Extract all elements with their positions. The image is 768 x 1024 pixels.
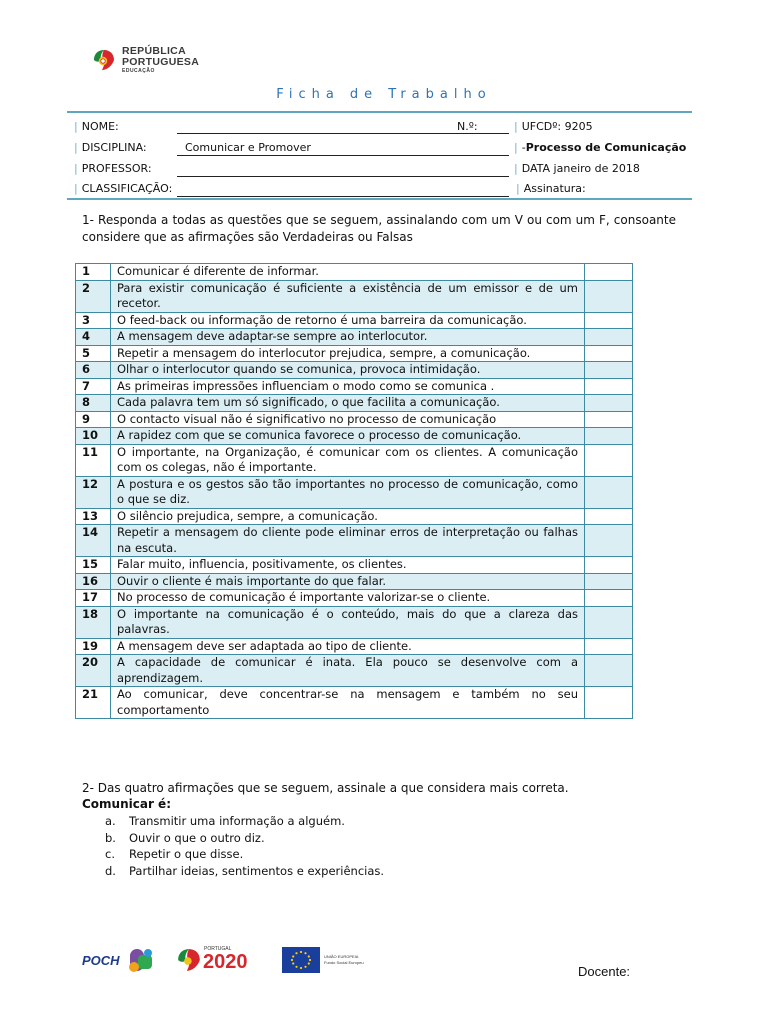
docente-label: Docente: xyxy=(578,964,631,979)
classificacao-label: | CLASSIFICAÇÃO: xyxy=(74,182,173,195)
eu-text-line1: UNIÃO EUROPEIA xyxy=(324,954,359,959)
disciplina-value: Comunicar e Promover xyxy=(185,141,311,154)
item-statement: O silêncio prejudica, sempre, a comunicação. xyxy=(111,508,585,525)
item-number: 4 xyxy=(76,329,111,346)
table-row xyxy=(76,312,633,329)
question2-subtitle: Comunicar é: xyxy=(82,797,171,811)
classificacao-line xyxy=(177,196,509,197)
poch-logo xyxy=(80,945,160,975)
answer-cell[interactable] xyxy=(585,362,633,379)
table-row xyxy=(76,428,633,445)
answer-cell[interactable] xyxy=(585,557,633,574)
option-letter: b. xyxy=(105,830,116,845)
item-statement: Falar muito, influencia, positivamente, os clientes. xyxy=(111,557,585,574)
table-row xyxy=(76,378,633,395)
answer-cell[interactable] xyxy=(585,655,633,687)
option-letter: c. xyxy=(105,847,115,861)
disciplina-label: | DISCIPLINA: xyxy=(74,141,147,154)
item-number: 18 xyxy=(76,606,111,638)
item-statement: A mensagem deve ser adaptada ao tipo de cliente. xyxy=(111,638,585,655)
item-statement: O contacto visual não é significativo no processo de comunicação xyxy=(111,411,585,428)
item-statement: A mensagem deve adaptar-se sempre ao interlocutor. xyxy=(111,329,585,346)
item-statement: Comunicar é diferente de informar. xyxy=(111,264,585,281)
eu-text-line2: Fundo Social Europeu xyxy=(324,960,364,965)
item-number: 16 xyxy=(76,573,111,590)
option-text: Ouvir o que o outro diz. xyxy=(129,830,265,845)
option-text: Repetir o que disse. xyxy=(129,847,244,861)
list-item xyxy=(105,813,384,830)
table-row xyxy=(76,411,633,428)
item-statement: No processo de comunicação é importante valorizar-se o cliente. xyxy=(111,590,585,607)
eu-flag-icon xyxy=(282,947,320,973)
answer-cell[interactable] xyxy=(585,573,633,590)
republica-portuguesa-logo xyxy=(92,46,199,74)
answer-cell[interactable] xyxy=(585,476,633,508)
item-statement: O importante na comunicação é o conteúdo, mais do que a clareza das palavras. xyxy=(111,606,585,638)
answer-cell[interactable] xyxy=(585,638,633,655)
table-row xyxy=(76,395,633,412)
item-number: 21 xyxy=(76,687,111,719)
answer-cell[interactable] xyxy=(585,606,633,638)
item-number: 14 xyxy=(76,525,111,557)
answer-cell[interactable] xyxy=(585,508,633,525)
table-row xyxy=(76,329,633,346)
option-text: Partilhar ideias, sentimentos e experiências. xyxy=(129,863,385,878)
logo-text-educacao: EDUCAÇÃO xyxy=(122,68,155,74)
answer-cell[interactable] xyxy=(585,280,633,312)
table-row xyxy=(76,362,633,379)
item-number: 6 xyxy=(76,362,111,379)
document-title: Ficha de Trabalho xyxy=(276,87,492,102)
item-statement: A postura e os gestos são tão importantes no processo de comunicação, como o que se diz. xyxy=(111,476,585,508)
table-row xyxy=(76,590,633,607)
processo-label: | -Processo de Comunicação xyxy=(514,141,687,154)
item-number: 9 xyxy=(76,411,111,428)
table-row xyxy=(76,573,633,590)
table-row xyxy=(76,557,633,574)
item-statement: O feed-back ou informação de retorno é uma barreira da comunicação. xyxy=(111,312,585,329)
item-statement: Ouvir o cliente é mais importante do que falar. xyxy=(111,573,585,590)
numero-label: N.º: xyxy=(457,120,478,133)
answer-cell[interactable] xyxy=(585,312,633,329)
answer-cell[interactable] xyxy=(585,525,633,557)
item-statement: Repetir a mensagem do cliente pode eliminar erros de interpretação ou falhas na escuta. xyxy=(111,525,585,557)
item-statement: Cada palavra tem um só significado, o que facilita a comunicação. xyxy=(111,395,585,412)
nome-line xyxy=(177,133,509,134)
logo-text-portuguesa: PORTUGUESA xyxy=(122,55,200,68)
info-bottom-rule xyxy=(67,198,692,200)
answer-cell[interactable] xyxy=(585,428,633,445)
answer-cell[interactable] xyxy=(585,590,633,607)
list-item xyxy=(105,830,384,847)
item-statement: Repetir a mensagem do interlocutor prejudica, sempre, a comunicação. xyxy=(111,345,585,362)
answer-cell[interactable] xyxy=(585,345,633,362)
item-statement: O importante, na Organização, é comunicar com os clientes. A comunicação com os colegas, não é importante. xyxy=(111,444,585,476)
portugal-text: PORTUGAL xyxy=(204,946,232,952)
item-number: 15 xyxy=(76,557,111,574)
item-statement: A rapidez com que se comunica favorece o processo de comunicação. xyxy=(111,428,585,445)
answer-cell[interactable] xyxy=(585,264,633,281)
item-statement: Olhar o interlocutor quando se comunica, provoca intimidação. xyxy=(111,362,585,379)
item-statement: A capacidade de comunicar é inata. Ela pouco se desenvolve com a aprendizagem. xyxy=(111,655,585,687)
true-false-table xyxy=(75,263,633,719)
item-number: 3 xyxy=(76,312,111,329)
table-row xyxy=(76,476,633,508)
assinatura-label: | Assinatura: xyxy=(516,182,586,195)
question1-prompt: 1- Responda a todas as questões que se seguem, assinalando com um V ou com um F, consoante considere que as afirmações são Verdadeiras ou Falsas xyxy=(82,213,676,244)
table-row xyxy=(76,508,633,525)
answer-cell[interactable] xyxy=(585,329,633,346)
item-number: 8 xyxy=(76,395,111,412)
eu-logo xyxy=(282,945,372,975)
item-number: 20 xyxy=(76,655,111,687)
item-number: 5 xyxy=(76,345,111,362)
list-item xyxy=(105,846,384,863)
year-2020-text: 2020 xyxy=(203,951,248,973)
coat-of-arms-icon xyxy=(92,48,116,72)
item-statement: Para existir comunicação é suficiente a existência de um emissor e de um recetor. xyxy=(111,280,585,312)
table-row xyxy=(76,280,633,312)
table-row xyxy=(76,687,633,719)
item-number: 17 xyxy=(76,590,111,607)
item-number: 12 xyxy=(76,476,111,508)
answer-cell[interactable] xyxy=(585,411,633,428)
disciplina-line xyxy=(177,155,509,156)
list-item xyxy=(105,863,384,880)
option-letter: d. xyxy=(105,863,116,878)
option-letter: a. xyxy=(105,814,116,828)
ufcd-label: | UFCDº: 9205 xyxy=(514,120,593,133)
table-row xyxy=(76,264,633,281)
logo-text-republica: REPÚBLICA xyxy=(122,45,186,57)
table-row xyxy=(76,525,633,557)
table-row xyxy=(76,345,633,362)
question2-prompt: 2- Das quatro afirmações que se seguem, assinale a que considera mais correta. xyxy=(82,781,569,795)
table-row xyxy=(76,444,633,476)
item-number: 7 xyxy=(76,378,111,395)
answer-cell[interactable] xyxy=(585,444,633,476)
nome-label: | NOME: xyxy=(74,120,119,133)
option-text: Transmitir uma informação a alguém. xyxy=(129,814,345,828)
item-number: 10 xyxy=(76,428,111,445)
table-row xyxy=(76,655,633,687)
professor-label: | PROFESSOR: xyxy=(74,162,152,175)
answer-cell[interactable] xyxy=(585,687,633,719)
answer-cell[interactable] xyxy=(585,378,633,395)
footer-logos xyxy=(80,945,372,975)
answer-cell[interactable] xyxy=(585,395,633,412)
portugal2020-logo xyxy=(176,945,266,975)
item-number: 1 xyxy=(76,264,111,281)
item-number: 11 xyxy=(76,444,111,476)
info-top-rule xyxy=(67,111,692,113)
item-number: 2 xyxy=(76,280,111,312)
item-number: 13 xyxy=(76,508,111,525)
table-row xyxy=(76,638,633,655)
item-number: 19 xyxy=(76,638,111,655)
table-row xyxy=(76,606,633,638)
question2-options xyxy=(105,813,384,879)
data-label: | DATA janeiro de 2018 xyxy=(514,162,640,175)
item-statement: As primeiras impressões influenciam o modo como se comunica . xyxy=(111,378,585,395)
item-statement: Ao comunicar, deve concentrar-se na mensagem e também no seu comportamento xyxy=(111,687,585,719)
professor-line xyxy=(177,176,509,177)
poch-text: POCH xyxy=(82,953,120,968)
portugal2020-emblem-icon xyxy=(176,947,202,973)
